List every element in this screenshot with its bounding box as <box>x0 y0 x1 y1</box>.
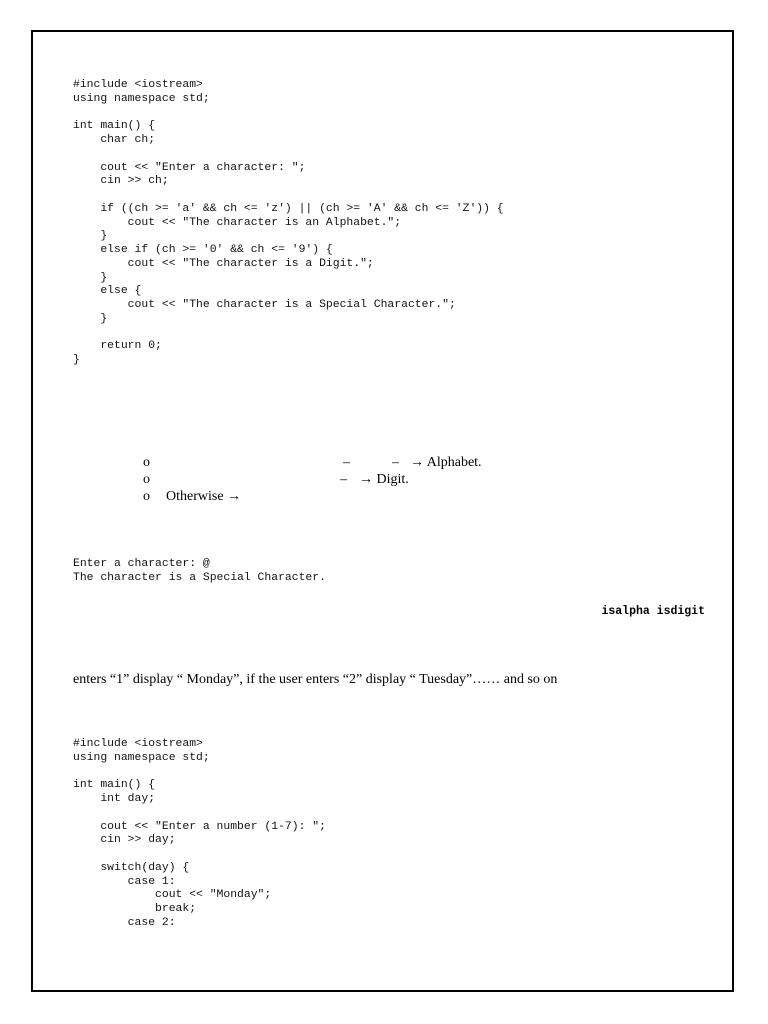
dash: – <box>343 455 350 470</box>
code-block-char-check: #include <iostream> using namespace std; int main() { char ch; cout << "Enter a character: "; cin >> ch; if ((ch >= 'a' && ch <= 'z') || (ch >= 'A' && ch <= 'Z')) { cout << "The character is an Alphabet."; } else if (ch >= '0' && ch <= '9') { cout << "The character is a Digit."; } else { cout << "The character is a Special Character."; } return 0; } <box>73 79 504 366</box>
code-block-switch: #include <iostream> using namespace std; int main() { int day; cout << "Enter a number (1-7): "; cin >> day; switch(day) { case 1: cout << "Monday"; break; case 2: <box>73 738 326 929</box>
result-digit: → Digit. <box>359 472 409 487</box>
bullet-marker: o <box>143 472 150 487</box>
bullet-marker: o <box>143 455 150 470</box>
result-otherwise: Otherwise → <box>166 489 242 504</box>
question-text: enters “1” display “ Monday”, if the user enters “2” display “ Tuesday”…… and so on <box>73 672 558 687</box>
dash: – <box>392 455 399 470</box>
functions-note: isalpha isdigit <box>601 605 705 618</box>
result-alphabet: → Alphabet. <box>410 455 482 470</box>
sample-output: Enter a character: @ The character is a Special Character. <box>73 558 326 584</box>
bullet-marker: o <box>143 489 150 504</box>
dash: – <box>340 472 347 487</box>
